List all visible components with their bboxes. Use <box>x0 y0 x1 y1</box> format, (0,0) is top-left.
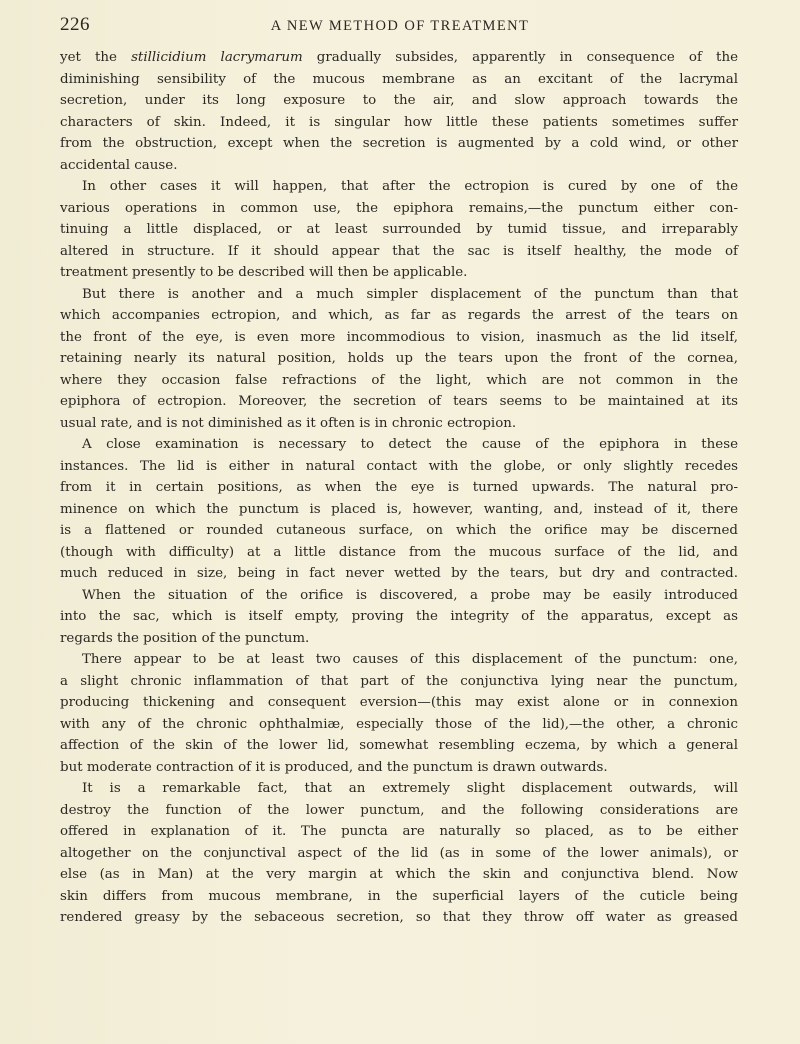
text-segment: which accompanies ectropion, and which, as far as regards the arrest of the tears on <box>60 308 738 323</box>
text-segment: treatment presently to be described will then be applicable. <box>60 265 468 280</box>
text-line <box>60 477 738 499</box>
text-segment: skin differs from mucous membrane, in the superficial layers of the cuticle being <box>60 888 738 904</box>
paragraph <box>60 778 738 929</box>
text-segment: but moderate contraction of it is produced, and the punctum is drawn outwards. <box>60 759 608 775</box>
text-segment: rendered greasy by the sebaceous secretion, so that they throw off water as greased <box>60 910 738 925</box>
text-line <box>60 413 738 435</box>
text-segment: epiphora of ectropion. Moreover, the secretion of tears seems to be maintained at its <box>60 394 738 409</box>
text-line <box>60 133 738 155</box>
text-line <box>60 112 738 134</box>
text-line <box>60 391 738 413</box>
text-line <box>60 198 738 220</box>
text-segment: altogether on the conjunctival aspect of the lid (as in some of the lower animals), or <box>60 845 738 861</box>
text-segment: from it in certain positions, as when the eye is turned upwards. The natural pro- <box>60 480 738 495</box>
text-segment: In other cases it will happen, that after the ectropion is cured by one of the <box>82 179 738 194</box>
text-line <box>60 219 738 241</box>
text-line <box>60 671 738 693</box>
text-segment: (though with difficulty) at a little distance from the mucous surface of the lid, and <box>60 544 738 560</box>
text-line <box>60 735 738 757</box>
text-segment: characters of skin. Indeed, it is singular how little these patients sometimes suffer <box>60 114 738 130</box>
text-segment: accidental cause. <box>60 157 178 173</box>
text-line <box>60 628 738 650</box>
text-line <box>60 348 738 370</box>
text-segment: various operations in common use, the epiphora remains,—the punctum either con- <box>60 200 738 216</box>
text-line <box>60 434 738 456</box>
text-line <box>60 821 738 843</box>
running-header <box>60 14 740 40</box>
text-segment: usual rate, and is not diminished as it often is in chronic ectropion. <box>60 415 517 431</box>
text-segment: is a flattened or rounded cutaneous surface, on which the orifice may be discerned <box>60 523 738 538</box>
text-segment: regards the position of the punctum. <box>60 630 310 646</box>
running-title: A NEW METHOD OF TREATMENT <box>270 18 530 34</box>
text-segment: affection of the skin of the lower lid, somewhat resembling eczema, by which a general <box>60 738 738 753</box>
text-line <box>60 907 738 929</box>
text-line <box>60 864 738 886</box>
text-segment: retaining nearly its natural position, holds up the tears upon the front of the cornea, <box>60 351 738 366</box>
text-line <box>60 542 738 564</box>
paragraph <box>60 47 738 176</box>
text-line <box>60 327 738 349</box>
text-line <box>60 714 738 736</box>
italic-text: stillicidium lacrymarum <box>131 50 303 65</box>
text-line <box>60 585 738 607</box>
text-line <box>60 155 738 177</box>
text-line <box>60 305 738 327</box>
text-line <box>60 47 738 69</box>
text-line <box>60 69 738 91</box>
text-segment: gradually subsides, apparently in consequence of the <box>302 50 738 65</box>
text-line <box>60 499 738 521</box>
text-segment: into the sac, which is itself empty, proving the integrity of the apparatus, except as <box>60 609 738 624</box>
text-segment: When the situation of the orifice is discovered, a probe may be easily introduced <box>82 587 738 603</box>
paragraph <box>60 284 738 435</box>
text-segment: yet the <box>60 50 132 65</box>
text-line <box>60 370 738 392</box>
text-segment: with any of the chronic ophthalmiæ, especially those of the lid),—the other, a chronic <box>60 716 738 732</box>
text-line <box>60 176 738 198</box>
text-segment: else (as in Man) at the very margin at which the skin and conjunctiva blend. Now <box>60 867 738 882</box>
text-line <box>60 886 738 908</box>
text-line <box>60 90 738 112</box>
paragraph <box>60 176 738 284</box>
text-line <box>60 778 738 800</box>
text-segment: tinuing a little displaced, or at least surrounded by tumid tissue, and irreparably <box>60 222 738 237</box>
text-segment: altered in structure. If it should appear that the sac is itself healthy, the mode of <box>60 243 738 259</box>
text-line <box>60 606 738 628</box>
text-segment: minence on which the punctum is placed is, however, wanting, and, instead of it, there <box>60 501 738 517</box>
text-line <box>60 241 738 263</box>
paragraph <box>60 434 738 649</box>
text-line <box>60 649 738 671</box>
text-line <box>60 843 738 865</box>
text-line <box>60 284 738 306</box>
text-segment: the front of the eye, is even more incommodious to vision, inasmuch as the lid itself, <box>60 329 738 345</box>
text-segment: from the obstruction, except when the secretion is augmented by a cold wind, or other <box>60 136 738 151</box>
paragraph <box>60 649 738 778</box>
text-line <box>60 456 738 478</box>
text-segment: much reduced in size, being in fact never wetted by the tears, but dry and contracted. <box>60 566 738 581</box>
text-segment: destroy the function of the lower punctum, and the following considerations are <box>60 802 738 818</box>
text-segment: where they occasion false refractions of the light, which are not common in the <box>60 372 738 388</box>
body-text <box>60 47 738 929</box>
text-line <box>60 563 738 585</box>
text-segment: producing thickening and consequent eversion—(this may exist alone or in connexion <box>60 695 738 710</box>
text-segment: There appear to be at least two causes of this displacement of the punctum: one, <box>82 652 738 667</box>
page-number: 226 <box>60 14 90 35</box>
text-line <box>60 692 738 714</box>
text-segment: a slight chronic inflammation of that part of the conjunctiva lying near the punctum, <box>60 673 738 689</box>
text-line <box>60 757 738 779</box>
text-segment: secretion, under its long exposure to the air, and slow approach towards the <box>60 93 738 108</box>
text-segment: But there is another and a much simpler displacement of the punctum than that <box>82 286 738 302</box>
text-segment: It is a remarkable fact, that an extremely slight displacement outwards, will <box>82 781 738 796</box>
text-line <box>60 800 738 822</box>
text-line <box>60 520 738 542</box>
text-segment: instances. The lid is either in natural contact with the globe, or only slightly recedes <box>60 458 738 474</box>
text-segment: offered in explanation of it. The puncta are naturally so placed, as to be either <box>60 824 738 839</box>
text-segment: A close examination is necessary to detect the cause of the epiphora in these <box>82 437 738 452</box>
text-segment: diminishing sensibility of the mucous membrane as an excitant of the lacrymal <box>60 71 738 87</box>
text-line <box>60 262 738 284</box>
